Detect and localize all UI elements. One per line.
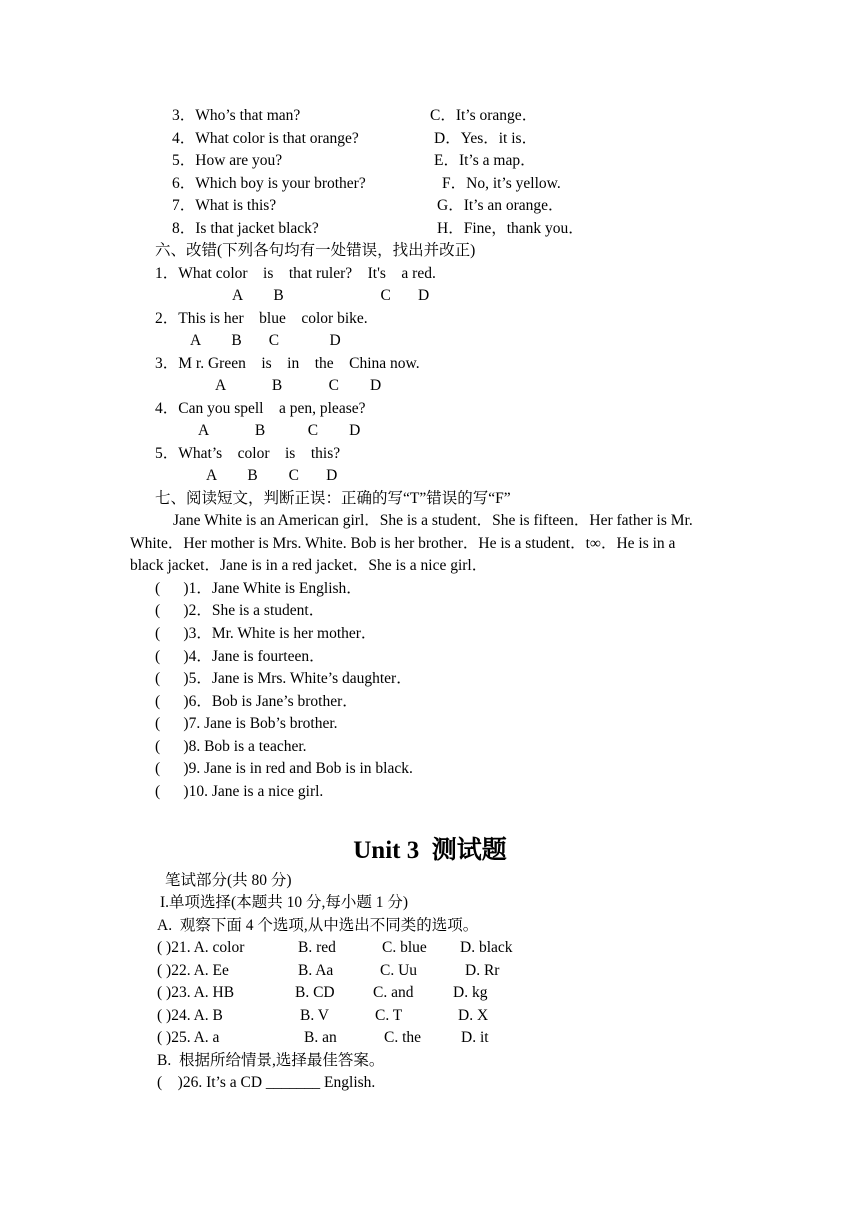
passage-line-3: black jacket．Jane is in a red jacket．She is a nice girl． — [130, 557, 488, 574]
choice-25-d: D. it — [461, 1029, 489, 1046]
choice-23-d: D. kg — [453, 984, 488, 1001]
choice-24-num: ( )24. A. B — [157, 1007, 223, 1024]
choice-24-d: D. X — [458, 1007, 489, 1024]
choice-21-b: B. red — [298, 939, 336, 956]
error-letters-2: A B C D — [190, 332, 341, 349]
match-left-8: 8．Is that jacket black? — [172, 220, 319, 237]
tf-item-4: ( )4．Jane is fourteen． — [155, 648, 325, 665]
tf-item-3: ( )3．Mr. White is her mother． — [155, 625, 377, 642]
choice-22-d: D. Rr — [465, 962, 500, 979]
match-right-d: D．Yes．it is． — [434, 130, 538, 147]
choice-22-num: ( )22. A. Ee — [157, 962, 229, 979]
error-sentence-3: 3．M r. Green is in the China now. — [155, 355, 420, 372]
match-left-4: 4．What color is that orange? — [172, 130, 359, 147]
match-right-c: C．It’s orange． — [430, 107, 538, 124]
match-left-5: 5．How are you? — [172, 152, 283, 169]
choice-23-b: B. CD — [295, 984, 335, 1001]
tf-item-1: ( )1．Jane White is English． — [155, 580, 362, 597]
tf-item-6: ( )6．Bob is Jane’s brother． — [155, 693, 358, 710]
part-b-heading: B. 根据所给情景,选择最佳答案。 — [157, 1052, 385, 1069]
match-right-g: G．It’s an orange． — [437, 197, 564, 214]
choice-21-num: ( )21. A. color — [157, 939, 245, 956]
error-letters-1: A B C D — [232, 287, 430, 304]
match-right-f: F．No, it’s yellow. — [442, 175, 561, 192]
match-left-6: 6．Which boy is your brother? — [172, 175, 366, 192]
tf-item-9: ( )9. Jane is in red and Bob is in black. — [155, 760, 413, 777]
question-26: ( )26. It’s a CD _______ English. — [157, 1074, 376, 1091]
choice-25-b: B. an — [304, 1029, 337, 1046]
error-letters-4: A B C D — [198, 422, 361, 439]
choice-25-num: ( )25. A. a — [157, 1029, 220, 1046]
section7-heading: 七、阅读短文，判断正误：正确的写“T”错误的写“F” — [155, 490, 511, 507]
tf-item-10: ( )10. Jane is a nice girl. — [155, 783, 324, 800]
match-right-h: H．Fine，thank you． — [437, 220, 584, 237]
tf-item-8: ( )8. Bob is a teacher. — [155, 738, 307, 755]
section6-heading: 六、改错(下列各句均有一处错误，找出并改正) — [155, 242, 476, 259]
choice-21-d: D. black — [460, 939, 513, 956]
error-letters-5: A B C D — [206, 467, 338, 484]
match-left-7: 7．What is this? — [172, 197, 277, 214]
passage-line-2: White．Her mother is Mrs. White. Bob is her brother．He is a student．t∞．He is in a — [130, 535, 676, 552]
error-sentence-5: 5．What’s color is this? — [155, 445, 341, 462]
error-letters-3: A B C D — [215, 377, 382, 394]
choice-22-c: C. Uu — [380, 962, 418, 979]
choice-21-c: C. blue — [382, 939, 427, 956]
error-sentence-1: 1．What color is that ruler? It's a red. — [155, 265, 436, 282]
choice-23-c: C. and — [373, 984, 414, 1001]
error-sentence-4: 4．Can you spell a pen, please? — [155, 400, 366, 417]
tf-item-5: ( )5．Jane is Mrs. White’s daughter． — [155, 670, 412, 687]
choice-24-c: C. T — [375, 1007, 403, 1024]
choice-24-b: B. V — [300, 1007, 330, 1024]
written-part-heading: 笔试部分(共 80 分) — [165, 872, 292, 889]
tf-item-7: ( )7. Jane is Bob’s brother. — [155, 715, 338, 732]
part-a-heading: A. 观察下面 4 个选项,从中选出不同类的选项。 — [157, 917, 479, 934]
match-left-3: 3．Who’s that man? — [172, 107, 301, 124]
tf-item-2: ( )2．She is a student． — [155, 602, 325, 619]
choice-23-num: ( )23. A. HB — [157, 984, 235, 1001]
choice-25-c: C. the — [384, 1029, 422, 1046]
section1-heading: I.单项选择(本题共 10 分,每小题 1 分) — [160, 894, 408, 911]
match-right-e: E．It’s a map． — [434, 152, 536, 169]
error-sentence-2: 2．This is her blue color bike. — [155, 310, 368, 327]
choice-22-b: B. Aa — [298, 962, 334, 979]
passage-line-1: Jane White is an American girl．She is a student．She is fifteen．Her father is Mr. — [173, 512, 693, 529]
unit3-title: Unit 3 测试题 — [353, 837, 507, 864]
